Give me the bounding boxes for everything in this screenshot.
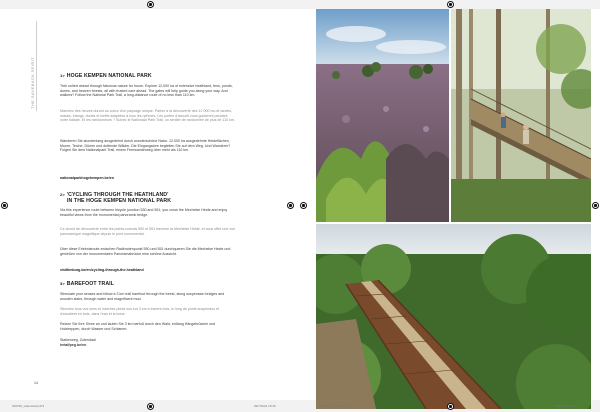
section-1-para-de: Wanderen Sie stundenlang ausgedehnt durch wunderschöne Natur. 12.000 ha ausgedehnte Heideflächen, Moore, Teiche, Dünen und duftende Wälder. Die Eingangstore begleiten Sie auf dem Weg. Und Wanderer? Folgen Sie dem Nationalpark Trail, einem Fernwanderweg über mehr als 110 km. [60, 139, 231, 153]
registration-mark-icon [1, 202, 8, 209]
footer-right-date: 09/7/2022 15:46 [556, 404, 578, 408]
cycling-bridge-photo [316, 224, 591, 409]
section-1-para-en: Trek united ahead through fabulous nature for hours. Explore 12,000 ha of extensive heathland, fens, ponds, dunes, and heaven forests, all with trusted care ahead. The gates will help guide you along your way. And walkers? Follow the National Park Trail, a long-distance route of no less than 110 km. [60, 84, 233, 98]
section-1-number: 1> [60, 73, 65, 78]
section-3-para-de: Reizen Sie Ihre Sinne an und laufen Sie 3 km barfuß durch den Wald, entlang Hängebrücken und Holztreppen, durch Wasser und Schlamm. [60, 322, 216, 331]
section-3-title-text: BAREFOOT TRAIL [66, 281, 114, 287]
section-2-para-de: Über diese Erlebnisroute zwischen Radknotenpunkt 550 und 551 durchqueren Sie die Mechelse Heide und genießen von der monumentalen Panoramabrücke eine schöne Aussicht. [60, 247, 231, 256]
section-1-link[interactable]: nationalparkhogekempen.be/en [60, 176, 114, 180]
section-3-title [60, 281, 114, 287]
section-3-address [60, 338, 236, 347]
cycling-bridge-photo-art [316, 224, 591, 409]
section-2-link[interactable]: visitlimburg.be/en/cycling-through-the-heathland [60, 268, 144, 272]
registration-mark-icon [447, 1, 454, 8]
registration-mark-icon [592, 202, 599, 209]
section-2-para-fr: Ce circuit de découverte entre les points-noeuds 550 et 551 traverse la Mechelse Heide, et vous offre une vue panoramique magnifique depuis le pont monumental. [60, 227, 236, 236]
registration-mark-icon [147, 1, 154, 8]
section-1-title [60, 73, 152, 79]
barefoot-trail-photo [451, 9, 591, 222]
registration-mark-icon [147, 403, 154, 410]
section-3-link[interactable]: hetalfpeg.be/en [60, 342, 87, 347]
registration-mark-icon [447, 403, 454, 410]
page-number: 14 [34, 381, 38, 385]
right-page [300, 9, 600, 400]
section-2-title-line1: 'CYCLING THROUGH THE HEATHLAND' [66, 192, 169, 198]
left-page [0, 9, 300, 400]
section-1-title-text: HOGE KEMPEN NATIONAL PARK [66, 73, 152, 79]
registration-mark-icon [287, 202, 294, 209]
registration-mark-icon [300, 202, 307, 209]
barefoot-trail-photo-art [451, 9, 591, 222]
heathland-photo-art [316, 9, 449, 222]
footer-left-date: 09/7/2022 15:46 [254, 404, 276, 408]
section-2-title-line2: IN THE HOGE KEMPEN NATIONAL PARK [67, 198, 172, 204]
section-3-para-en: Stimulate your senses and follow a 3 km trail barefoot through the forest, along suspension bridges and wooden stairs, through water and magnificent mud. [60, 292, 225, 301]
section-1-para-fr: Marchez des heures durant au coeur d'un paysage unique. Partez à la découverte des 12 000 ha de landes, marais, étangs, dunes et forêts adaptées à tous les rythmes. Les portes d'accueil vous guideront pendant votre balade. Et les randonneurs ? Suivez le Nationaal Park Trail, un sentier de randonnée de plus de 110 km. [60, 109, 235, 123]
heathland-photo [316, 9, 449, 222]
side-rule [36, 21, 37, 111]
section-2-title [60, 192, 171, 204]
section-2-number: 2> [60, 192, 65, 197]
side-label: THE SAVEBACK SPIRIT [30, 57, 35, 109]
section-2-para-en: Via this experience route between bicycle junction 530 and 551, you cross the Mechelse Heide and enjoy beautiful views from the monumental panoramic bridge. [60, 208, 228, 217]
section-3-address-street: Stalkerweg, Zutendaal [60, 338, 96, 342]
footer-left-file: 020790_waterstad.pdf 9 [12, 404, 45, 408]
section-3-number: 3> [60, 281, 65, 286]
section-3-para-fr: Stimulez tous vos sens et marchez pieds nus sur 3 km à travers bois, le long de ponts suspendus et d'escaliers en bois, dans l'eau et la boue. [60, 307, 220, 316]
footer-right-file: 020790_waterstad.pdf 9 [318, 404, 351, 408]
